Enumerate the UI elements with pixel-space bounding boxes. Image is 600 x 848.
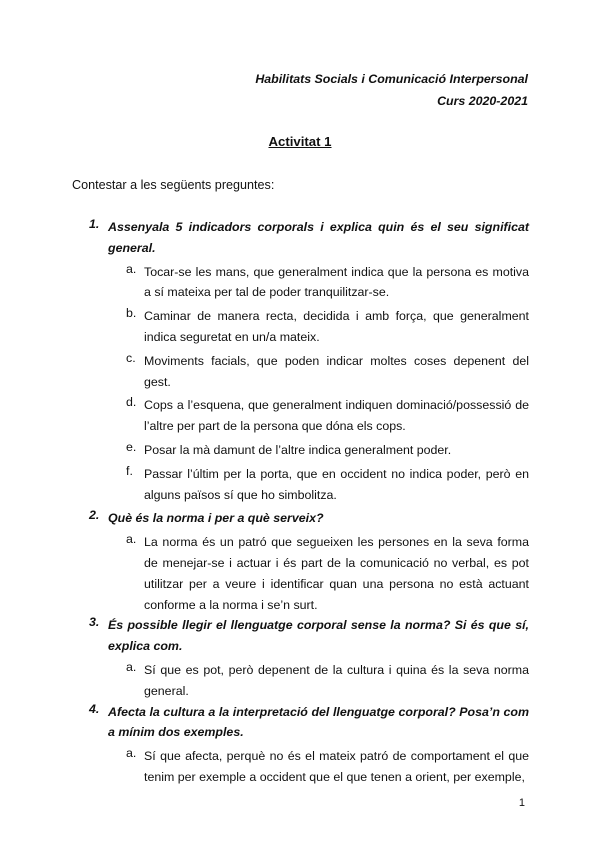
question-3: [72, 615, 529, 701]
question-number: 1.: [89, 217, 100, 231]
answer-item: [108, 746, 529, 788]
answer-text: Moviments facials, que poden indicar moltes coses depenent del gest.: [144, 353, 529, 389]
answer-text: Tocar-se les mans, que generalment indica que la persona es motiva a sí mateixa per tal de poder tranquilitzar-se.: [144, 264, 529, 300]
answer-marker: e.: [126, 439, 137, 454]
course-year: Curs 2020-2021: [437, 94, 528, 108]
answer-marker: a.: [126, 746, 137, 761]
page-number: 1: [518, 797, 525, 809]
answer-marker: a.: [126, 659, 137, 674]
intro-text: Contestar a les següents preguntes:: [72, 178, 275, 192]
answer-item: [108, 351, 529, 393]
question-number: 2.: [89, 508, 100, 523]
page-title: Activitat 1: [268, 134, 332, 149]
answer-item: [108, 395, 529, 437]
course-name: Habilitats Socials i Comunicació Interpersonal: [255, 72, 528, 86]
question-text: Assenyala 5 indicadors corporals i explica quin és el seu significat general.: [108, 220, 529, 255]
question-text: Afecta la cultura a la interpretació del llenguatge corporal? Posa’n com a mínim dos exemples.: [108, 704, 529, 740]
answer-marker: a.: [126, 532, 137, 547]
document-header: [255, 68, 528, 112]
answer-marker: d.: [126, 395, 137, 410]
answer-item: [108, 440, 529, 461]
question-text: Què és la norma i per a què serveix?: [108, 511, 324, 526]
answer-item: [108, 660, 529, 702]
answer-marker: b.: [126, 306, 137, 321]
answer-text: Cops a l’esquena, que generalment indiquen dominació/possessió de l’altre per part de la persona que dóna els cops.: [144, 398, 529, 434]
question-text: És possible llegir el llenguatge corporal sense la norma? Si és que sí, explica com.: [108, 618, 529, 654]
answer-item: [108, 532, 529, 615]
question-number: 4.: [89, 701, 100, 716]
answer-marker: f.: [126, 463, 133, 478]
answer-item: [108, 306, 529, 348]
question-list: [72, 217, 529, 788]
answer-text: Passar l’últim per la porta, que en occident no indica poder, però en alguns països sí que ho simbolitza.: [144, 466, 529, 502]
answer-marker: c.: [126, 350, 136, 365]
question-1: [72, 217, 529, 505]
answer-item: [108, 464, 529, 506]
answer-text: Sí que es pot, però depenent de la cultura i quina és la seva norma general.: [144, 662, 529, 698]
answer-marker: a.: [126, 261, 137, 276]
answer-item: [108, 262, 529, 304]
question-4: [72, 702, 529, 788]
question-number: 3.: [89, 615, 100, 630]
answer-text: Sí que afecta, perquè no és el mateix patró de comportament el que tenim per exemple a occident que el que tenen a orient, per exemple,: [144, 749, 529, 784]
question-2: [72, 508, 529, 615]
answer-text: Posar la mà damunt de l’altre indica generalment poder.: [144, 442, 452, 457]
answer-text: Caminar de manera recta, decidida i amb força, que generalment indica seguretat en un/a mateix.: [144, 309, 529, 344]
answer-text: La norma és un patró que segueixen les persones en la seva forma de menejar-se i actuar i és part de la comunicació no verbal, es pot utilitzar per a veure i identificar quan una persona no està actuant conforme a la norma i se’n surt.: [144, 535, 529, 612]
